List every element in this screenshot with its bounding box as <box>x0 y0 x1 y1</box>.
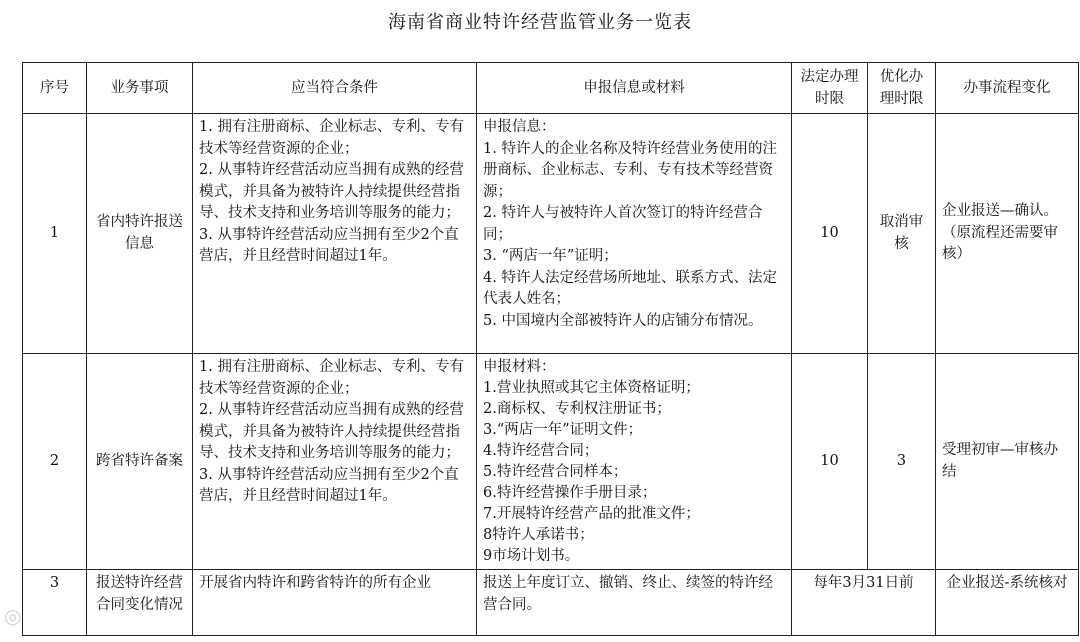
row-conditions <box>193 354 477 570</box>
row-legal-limit: 10 <box>792 354 868 570</box>
row-optimized-limit: 取消审核 <box>868 114 936 354</box>
row-process-change: 企业报送—确认。（原流程还需要审核） <box>936 114 1079 354</box>
condition-line: 1. 拥有注册商标、企业标志、专利、专有技术等经营资源的企业； <box>199 119 464 157</box>
row-no: 1 <box>23 114 87 354</box>
material-line: 3. “两店一年”证明； <box>483 248 618 264</box>
materials-heading: 申报材料： <box>483 359 556 375</box>
business-table <box>22 62 1079 636</box>
condition-line: 2. 从事特许经营活动应当拥有成熟的经营模式，并具备为被特许人持续提供经营指导、技术支持和业务培训等服务的能力； <box>199 402 464 461</box>
condition-line: 3. 从事特许经营活动应当拥有至少2个直营店，并且经营时间超过1年。 <box>199 466 459 504</box>
material-line: 9市场计划书。 <box>483 548 580 564</box>
material-line: 2. 特许人与被特许人首次签订的特许经营合同； <box>483 205 763 243</box>
table-row <box>23 354 1079 570</box>
table-row <box>23 570 1079 636</box>
row-item: 报送特许经营合同变化情况 <box>87 570 193 636</box>
table-row <box>23 114 1079 354</box>
material-line: 5.特许经营合同样本； <box>483 464 628 480</box>
row-item: 跨省特许备案 <box>87 354 193 570</box>
materials-heading: 申报信息： <box>483 119 556 135</box>
row-optimized-limit: 3 <box>868 354 936 570</box>
header-optimized-limit: 优化办理时限 <box>868 63 936 114</box>
row-deadline: 每年3月31日前 <box>792 570 936 636</box>
row-legal-limit: 10 <box>792 114 868 354</box>
row-materials: 报送上年度订立、撤销、终止、续签的特许经营合同。 <box>477 570 792 636</box>
material-line: 6.特许经营操作手册目录； <box>483 485 657 501</box>
material-line: 3.“两店一年”证明文件； <box>483 422 643 438</box>
material-line: 1. 特许人的企业名称及特许经营业务使用的注册商标、企业标志、专利、专有技术等经营资源； <box>483 140 777 200</box>
material-line: 7.开展特许经营产品的批准文件； <box>483 506 700 522</box>
material-line: 4. 特许人法定经营场所地址、联系方式、法定代表人姓名； <box>483 269 777 307</box>
row-conditions <box>193 114 477 354</box>
row-process-change: 企业报送-系统核对 <box>936 570 1079 636</box>
header-row <box>23 63 1079 114</box>
row-conditions: 开展省内特许和跨省特许的所有企业 <box>193 570 477 636</box>
material-line: 5. 中国境内全部被特许人的店铺分布情况。 <box>483 312 763 329</box>
row-no: 3 <box>23 570 87 636</box>
header-no: 序号 <box>23 63 87 114</box>
header-materials: 申报信息或材料 <box>477 63 792 114</box>
header-item: 业务事项 <box>87 63 193 114</box>
row-materials <box>477 114 792 354</box>
material-line: 2.商标权、专利权注册证书； <box>483 401 671 417</box>
condition-line: 3. 从事特许经营活动应当拥有至少2个直营店，并且经营时间超过1年。 <box>199 226 459 264</box>
condition-line: 2. 从事特许经营活动应当拥有成熟的经营模式，并具备为被特许人持续提供经营指导、技术支持和业务培训等服务的能力； <box>199 162 464 221</box>
row-item: 省内特许报送信息 <box>87 114 193 354</box>
page-title: 海南省商业特许经营监管业务一览表 <box>388 12 692 33</box>
header-process-change: 办事流程变化 <box>936 63 1079 114</box>
row-materials <box>477 354 792 570</box>
condition-line: 1. 拥有注册商标、企业标志、专利、专有技术等经营资源的企业； <box>199 359 464 397</box>
header-legal-limit: 法定办理时限 <box>792 63 868 114</box>
row-no: 2 <box>23 354 87 570</box>
header-conditions: 应当符合条件 <box>193 63 477 114</box>
material-line: 4.特许经营合同； <box>483 443 599 459</box>
material-line: 1.营业执照或其它主体资格证明； <box>483 380 700 396</box>
row-process-change: 受理初审—审核办结 <box>936 354 1079 570</box>
material-line: 8特许人承诺书； <box>483 527 594 543</box>
watermark-logo-icon: ◎ <box>4 604 22 628</box>
